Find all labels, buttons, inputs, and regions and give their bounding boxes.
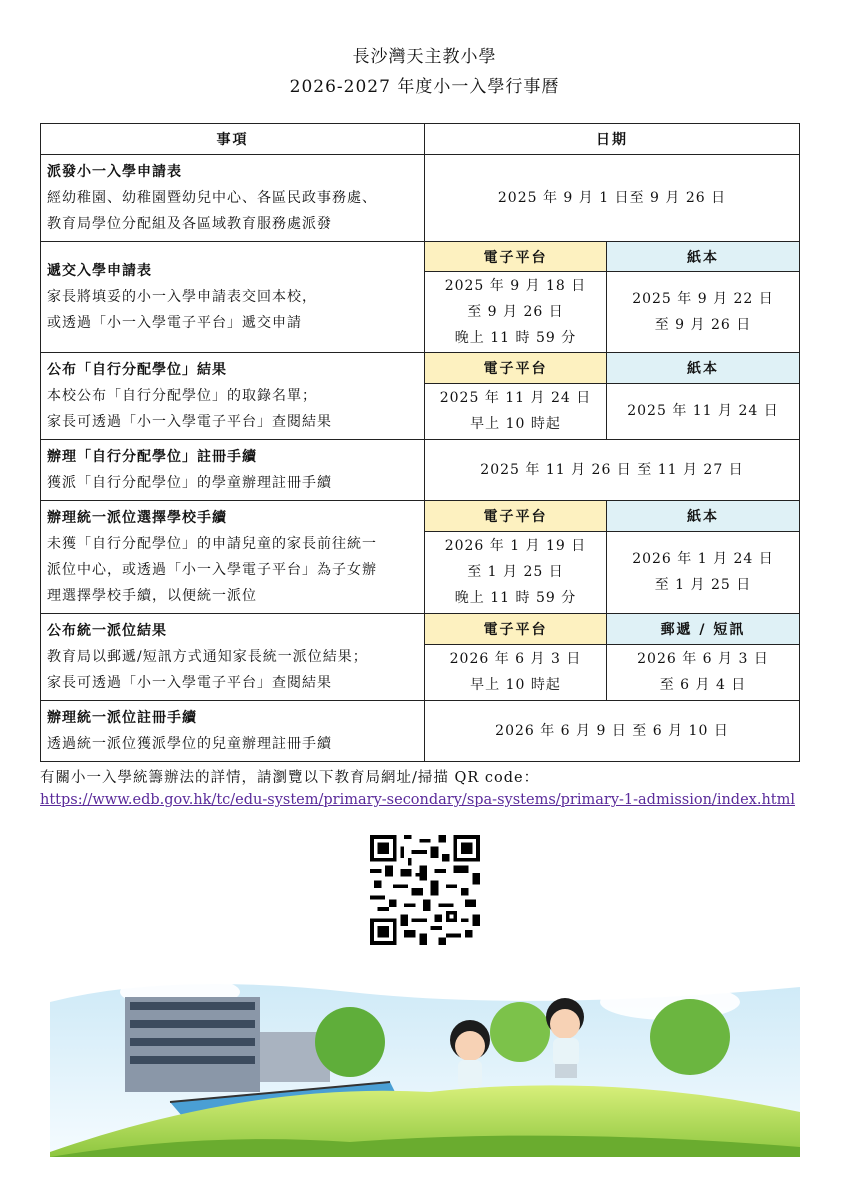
- date-cell: 2025 年 9 月 1 日至 9 月 26 日: [425, 155, 800, 242]
- date-line: 2025 年 9 月 22 日: [632, 291, 774, 307]
- date-cell: 2025 年 11 月 26 日 至 11 月 27 日: [425, 440, 800, 501]
- paper-date-cell: [607, 531, 800, 613]
- event-desc: 教育局學位分配組及各區域教育服務處派發: [47, 216, 332, 232]
- info-text: 有關小一入學統籌辦法的詳情，請瀏覽以下教育局網址/掃描 QR code：: [40, 770, 540, 786]
- date-line: 晚上 11 時 59 分: [454, 590, 577, 607]
- date-line: 2026 年 1 月 24 日: [632, 551, 774, 568]
- date-line: 2025 年 9 月 18 日: [444, 278, 587, 294]
- admission-calendar-table: [40, 123, 800, 762]
- event-cell: [41, 501, 425, 614]
- edb-link[interactable]: https://www.edb.gov.hk/tc/edu-system/primary-secondary/spa-systems/primary-1-admission/index.html: [40, 792, 795, 808]
- event-cell: [41, 242, 425, 353]
- date-line: 2026 年 6 月 3 日: [637, 651, 769, 668]
- event-desc: 透過統一派位獲派學位的兒童辦理註冊手續: [47, 736, 332, 752]
- electronic-date-cell: [425, 531, 607, 613]
- event-heading: 辦理統一派位註冊手續: [47, 710, 197, 726]
- mail-sms-date-cell: [607, 644, 800, 700]
- event-cell: [41, 353, 425, 440]
- event-heading: 公布「自行分配學位」結果: [47, 362, 227, 378]
- paper-date-cell: [607, 383, 800, 439]
- table-row: [41, 701, 800, 762]
- table-header-row: [41, 124, 800, 155]
- qr-code-icon[interactable]: [370, 835, 480, 945]
- date-line: 早上 10 時起: [470, 416, 561, 433]
- event-desc: 家長可透過「小一入學電子平台」查閱結果: [47, 414, 332, 430]
- table-row: [41, 353, 800, 384]
- date-line: 2025 年 11 月 24 日: [439, 390, 592, 407]
- event-cell: [41, 440, 425, 501]
- date-line: 至 9 月 26 日: [467, 304, 564, 320]
- table-row: [41, 440, 800, 501]
- date-line: 2026 年 1 月 19 日: [444, 538, 587, 555]
- school-name: 長沙灣天主教小學: [352, 47, 497, 67]
- mail-sms-header: 郵遞 / 短訊: [607, 614, 800, 645]
- date-line: 至 1 月 25 日: [654, 577, 752, 594]
- paper-header: 紙本: [607, 353, 800, 384]
- event-desc: 家長可透過「小一入學電子平台」查閱結果: [47, 675, 332, 691]
- electronic-date-cell: [425, 383, 607, 439]
- table-row: [41, 614, 800, 645]
- event-desc: 派位中心，或透過「小一入學電子平台」為子女辦: [47, 562, 377, 578]
- event-desc: 本校公布「自行分配學位」的取錄名單；: [47, 388, 317, 404]
- event-desc: 理選擇學校手續，以便統一派位: [47, 588, 257, 604]
- col-event-header: 事項: [41, 124, 425, 155]
- electronic-date-cell: [425, 644, 607, 700]
- event-desc: 家長將填妥的小一入學申請表交回本校，: [47, 289, 317, 305]
- event-cell: [41, 614, 425, 701]
- paper-date-cell: [607, 272, 800, 353]
- event-cell: [41, 701, 425, 762]
- event-heading: 辦理統一派位選擇學校手續: [47, 510, 227, 526]
- paper-header: 紙本: [607, 501, 800, 532]
- electronic-date-cell: [425, 272, 607, 353]
- event-cell: [41, 155, 425, 242]
- date-line: 早上 10 時起: [470, 677, 561, 694]
- event-desc: 或透過「小一入學電子平台」遞交申請: [47, 315, 302, 331]
- date-cell: 2026 年 6 月 9 日 至 6 月 10 日: [425, 701, 800, 762]
- electronic-platform-header: 電子平台: [425, 242, 607, 272]
- event-heading: 辦理「自行分配學位」註冊手續: [47, 449, 257, 465]
- col-date-header: 日期: [425, 124, 800, 155]
- electronic-platform-header: 電子平台: [425, 501, 607, 532]
- event-heading: 遞交入學申請表: [47, 263, 152, 279]
- event-desc: 未獲「自行分配學位」的申請兒童的家長前往統一: [47, 536, 377, 552]
- table-row: [41, 155, 800, 242]
- event-desc: 經幼稚園、幼稚園暨幼兒中心、各區民政事務處、: [47, 190, 377, 206]
- school-children-illustration: [50, 962, 800, 1157]
- event-desc: 教育局以郵遞/短訊方式通知家長統一派位結果；: [47, 649, 368, 665]
- event-desc: 獲派「自行分配學位」的學童辦理註冊手續: [47, 475, 332, 491]
- table-row: [41, 242, 800, 272]
- date-line: 晚上 11 時 59 分: [454, 330, 577, 346]
- date-line: 2025 年 11 月 24 日: [627, 403, 779, 420]
- electronic-platform-header: 電子平台: [425, 353, 607, 384]
- date-line: 至 6 月 4 日: [659, 677, 747, 694]
- paper-header: 紙本: [607, 242, 800, 272]
- table-row: [41, 501, 800, 532]
- date-line: 至 1 月 25 日: [467, 564, 564, 581]
- electronic-platform-header: 電子平台: [425, 614, 607, 645]
- date-line: 至 9 月 26 日: [654, 317, 752, 333]
- date-line: 2026 年 6 月 3 日: [449, 651, 582, 668]
- event-heading: 公布統一派位結果: [47, 623, 167, 639]
- page-title: 2026-2027 年度小一入學行事曆: [289, 77, 560, 97]
- event-heading: 派發小一入學申請表: [47, 164, 182, 180]
